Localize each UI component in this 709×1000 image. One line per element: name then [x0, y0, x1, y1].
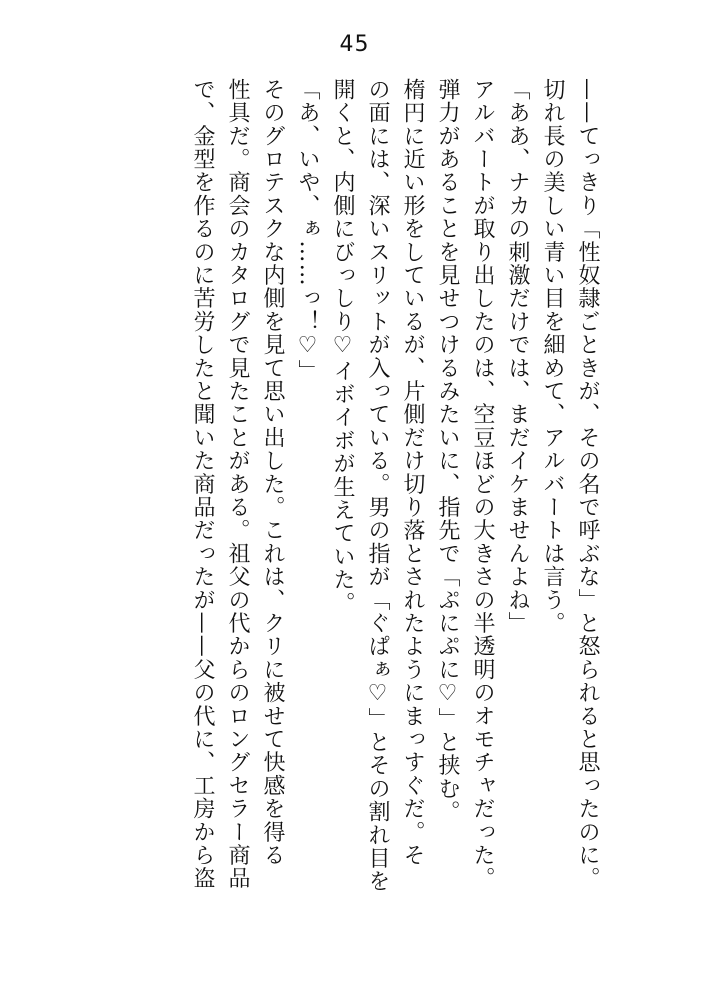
- text-line: の面には、深いスリットが入っている。男の指が「ぐぱぁ♡」とその割れ目を: [365, 78, 390, 894]
- text-line: 開くと、内側にびっしり♡イボイボが生えていた。: [330, 78, 355, 615]
- text-line: そのグロテスクな内側を見て思い出した。これは、クリに被せて快感を得る: [260, 78, 285, 867]
- text-line: 性具だ。商会のカタログで見たことがある。祖父の代からのロングセラー商品: [225, 78, 250, 890]
- text-line: で、金型を作るのに苦労したと聞いた商品だったが——父の代に、工房から盗: [190, 78, 215, 890]
- text-line: 「あ、いや、ぁ……っ！♡」: [295, 78, 320, 383]
- page-number: 45: [339, 32, 370, 57]
- text-line: 弾力があることを見せつけるみたいに、指先で「ぷにぷに♡」と挟む。: [435, 78, 460, 824]
- text-line: 「ああ、ナカの刺激だけでは、まだイケませんよね」: [505, 78, 530, 635]
- text-line: 切れ長の美しい青い目を細めて、アルバートは言う。: [540, 78, 565, 635]
- body-text: [45, 78, 605, 968]
- text-line: ——てっきり「性奴隷ごときが、その名で呼ぶな」と怒られると思ったのに。: [575, 78, 600, 890]
- text-line: アルバートが取り出したのは、空豆ほどの大きさの半透明のオモチャだった。: [470, 78, 495, 890]
- text-line: 楕円に近い形をしているが、片側だけ切り落とされたようにまっすぐだ。そ: [400, 78, 425, 867]
